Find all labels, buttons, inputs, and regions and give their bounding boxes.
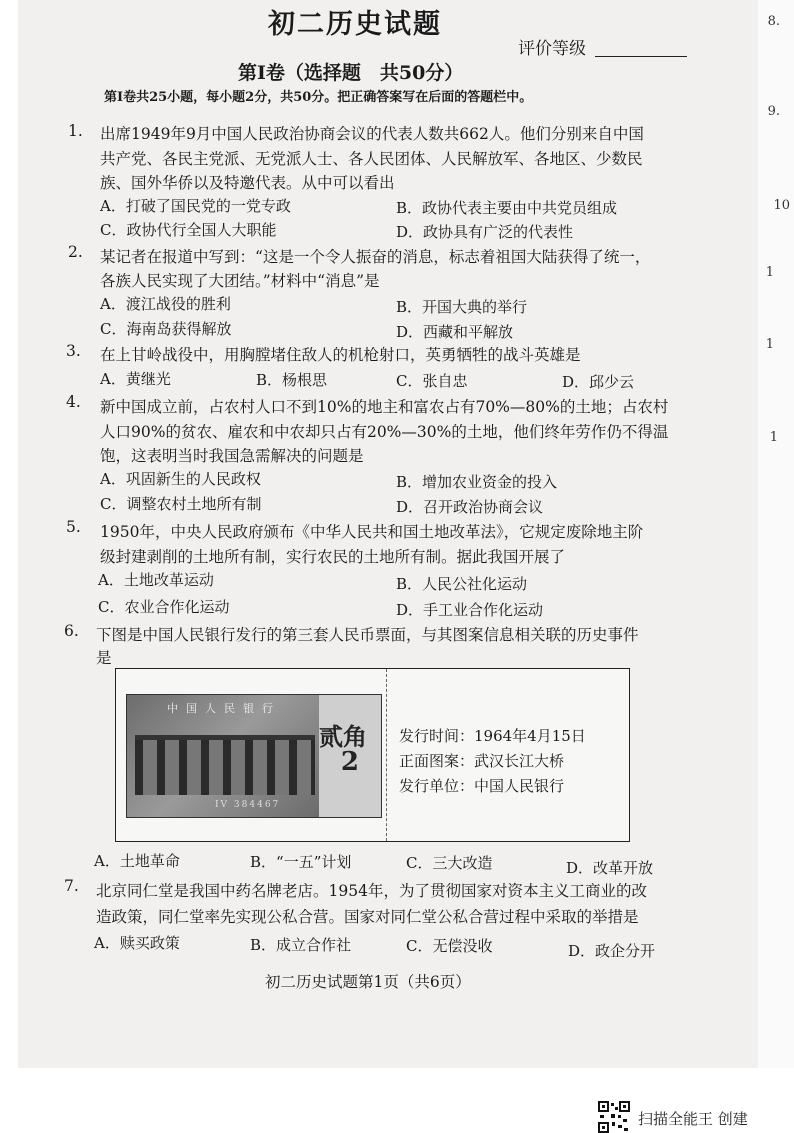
option-b[interactable]: B．杨根思: [256, 371, 328, 389]
banknote-numeral: 2: [340, 747, 359, 777]
option-b[interactable]: B．增加农业资金的投入: [396, 473, 558, 491]
front-image: 正面图案：武汉长江大桥: [399, 752, 565, 770]
option-b[interactable]: B．政协代表主要由中共党员组成: [396, 199, 618, 217]
margin-number: 9.: [767, 104, 780, 119]
option-a[interactable]: A．打破了国民党的一党专政: [100, 197, 291, 215]
margin-number: 1: [765, 265, 774, 280]
question-line: 某记者在报道中写到：“这是一个令人振奋的消息，标志着祖国大陆获得了统一，: [100, 248, 651, 266]
option-d[interactable]: D．政企分开: [568, 942, 656, 960]
bridge-illustration: [135, 735, 315, 795]
option-c[interactable]: C．调整农村土地所有制: [100, 495, 262, 513]
margin-number: 8.: [767, 14, 780, 29]
section-title: 第Ⅰ卷（选择题 共50分）: [238, 62, 464, 84]
question-line: 下图是中国人民银行发行的第三套人民币票面，与其图案信息相关联的历史事件: [96, 626, 639, 644]
question-line: 新中国成立前，占农村人口不到10%的地主和富农占有70%—80%的土地；占农村: [100, 398, 669, 416]
question-number: 7.: [64, 877, 79, 895]
banknote-image: [126, 694, 382, 818]
question-line: 共产党、各民主党派、无党派人士、各人民团体、人民解放军、各地区、少数民: [100, 150, 643, 168]
question-line: 级封建剥削的土地所有制，实行农民的土地所有制。据此我国开展了: [100, 548, 566, 566]
margin-number: 1: [769, 430, 778, 445]
option-c[interactable]: C．政协代行全国人大职能: [100, 221, 277, 239]
option-d[interactable]: D．改革开放: [566, 859, 654, 877]
option-d[interactable]: D．邱少云: [562, 373, 635, 391]
figure-divider: [386, 669, 387, 841]
question-number: 6.: [64, 622, 79, 640]
scanner-brand: 扫描全能王 创建: [638, 1110, 748, 1128]
question-line: 各族人民实现了大团结。”材料中“消息”是: [100, 272, 380, 290]
option-a[interactable]: A．土地革命: [94, 852, 180, 870]
option-a[interactable]: A．赎买政策: [94, 934, 180, 952]
issue-time: 发行时间：1964年4月15日: [399, 727, 586, 745]
question-line: 族、国外华侨以及特邀代表。从中可以看出: [100, 174, 395, 192]
question-line: 人口90%的贫农、雇农和中农却只占有20%—30%的土地，他们终年劳作仍不得温: [100, 423, 669, 441]
question-line: 饱，这表明当时我国急需解决的问题是: [100, 447, 364, 465]
question-number: 4.: [66, 393, 81, 411]
option-d[interactable]: D．召开政治协商会议: [396, 498, 544, 516]
question-number: 2.: [68, 243, 83, 261]
margin-number: 10: [773, 198, 790, 213]
option-c[interactable]: C．三大改造: [406, 854, 493, 872]
option-a[interactable]: A．黄继光: [100, 370, 171, 388]
question-number: 5.: [66, 518, 81, 536]
question-line: 1950年，中央人民政府颁布《中华人民共和国土地改革法》，它规定废除地主阶: [100, 523, 644, 541]
banknote-denomination: 贰角: [319, 722, 367, 751]
question-number: 3.: [66, 342, 81, 360]
banknote-bank-text: 中国人民银行: [167, 702, 281, 715]
option-c[interactable]: C．农业合作化运动: [98, 598, 230, 616]
grade-blank[interactable]: [595, 56, 687, 57]
option-c[interactable]: C．海南岛获得解放: [100, 320, 232, 338]
option-c[interactable]: C．张自忠: [396, 372, 468, 390]
question-line: 是: [96, 649, 112, 667]
option-d[interactable]: D．政协具有广泛的代表性: [396, 223, 574, 241]
next-page-edge: [758, 0, 794, 1068]
option-b[interactable]: B．开国大典的举行: [396, 298, 528, 316]
question-line: 在上甘岭战役中，用胸膛堵住敌人的机枪射口，英勇牺牲的战斗英雄是: [100, 346, 581, 364]
banknote-figure: [115, 668, 630, 842]
option-d[interactable]: D．手工业合作化运动: [396, 601, 544, 619]
page-footer: 初二历史试题第1页（共6页）: [265, 973, 471, 991]
exam-title: 初二历史试题: [268, 9, 442, 40]
question-line: 出席1949年9月中国人民政治协商会议的代表人数共662人。他们分别来自中国: [100, 125, 644, 143]
issuer: 发行单位：中国人民银行: [399, 777, 565, 795]
option-b[interactable]: B．人民公社化运动: [396, 575, 528, 593]
question-line: 北京同仁堂是我国中药名牌老店。1954年，为了贯彻国家对资本主义工商业的改: [96, 882, 647, 900]
margin-number: 1: [765, 337, 774, 352]
option-c[interactable]: C．无偿没收: [406, 937, 493, 955]
option-a[interactable]: A．渡江战役的胜利: [100, 295, 231, 313]
option-a[interactable]: A．巩固新生的人民政权: [100, 470, 261, 488]
banknote-serial: IV 384467: [215, 800, 281, 810]
question-number: 1.: [68, 122, 83, 140]
option-b[interactable]: B．成立合作社: [250, 936, 352, 954]
qr-code-icon: [598, 1101, 630, 1133]
instructions: 第Ⅰ卷共25小题，每小题2分，共50分。把正确答案写在后面的答题栏中。: [104, 90, 533, 105]
option-d[interactable]: D．西藏和平解放: [396, 323, 514, 341]
option-b[interactable]: B．“一五”计划: [250, 853, 352, 871]
option-a[interactable]: A．土地改革运动: [98, 571, 214, 589]
grade-label: 评价等级: [518, 39, 586, 59]
question-line: 造政策，同仁堂率先实现公私合营。国家对同仁堂公私合营过程中采取的举措是: [96, 908, 639, 926]
